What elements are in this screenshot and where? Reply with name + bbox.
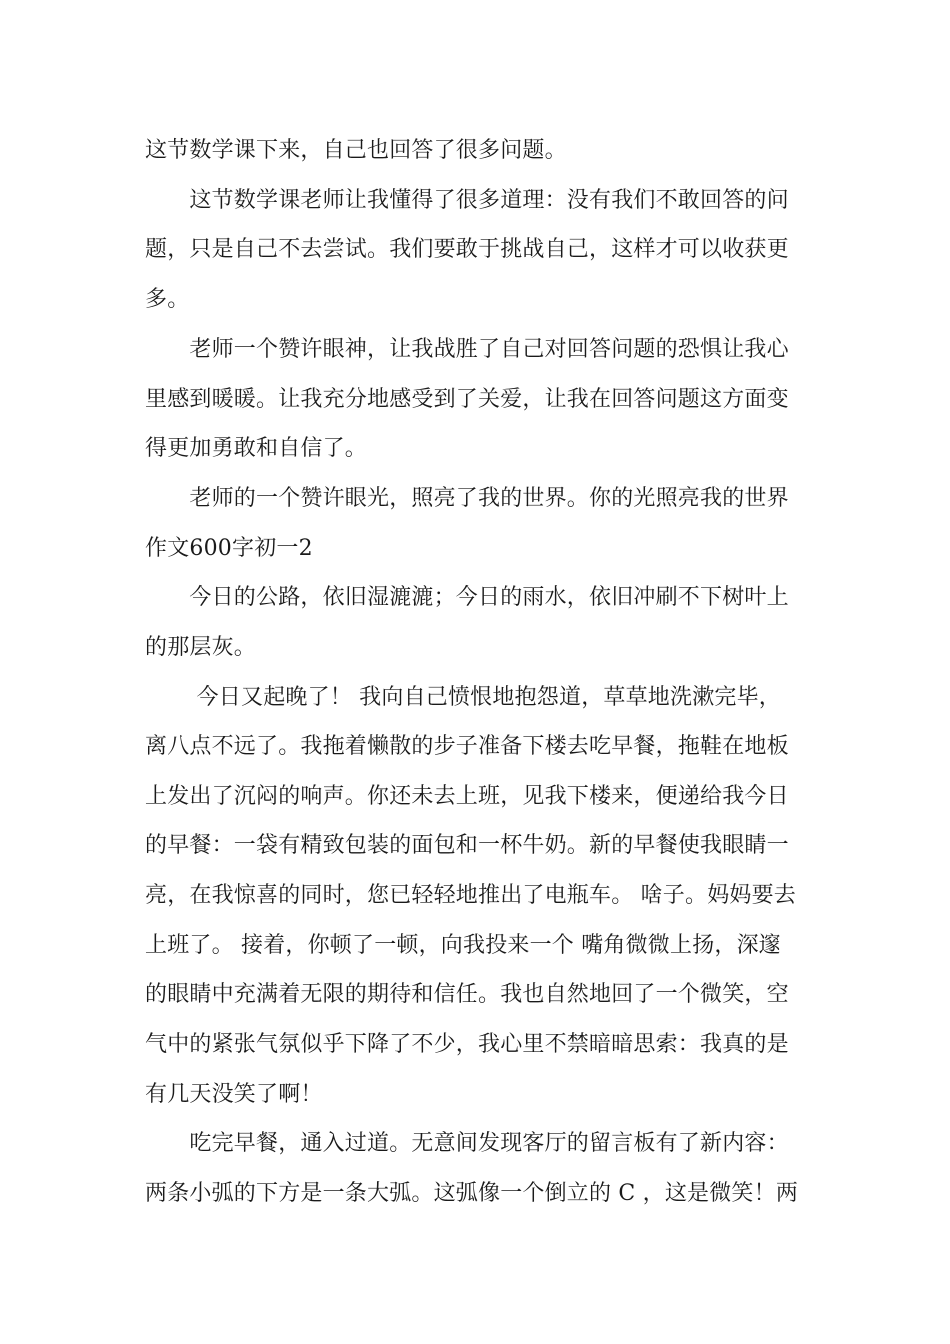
text-line: 多。 [145,287,190,312]
text-line: 亮，在我惊喜的同时，您已轻轻地推出了电瓶车。 啥子。妈妈要去 [145,883,796,908]
text-line: 得更加勇敢和自信了。 [145,436,368,461]
text-line: 上班了。 接着，你顿了一顿，向我投来一个 嘴角微微上扬，深邃 [145,933,781,958]
text-line: 有几天没笑了啊！ [145,1082,323,1107]
text-line: 今日又起晚了！ 我向自己愤恨地抱怨道，草草地洗漱完毕， [145,685,781,710]
text-line: 这节数学课下来，自己也回答了很多问题。 [145,138,567,163]
text-line: 的那层灰。 [145,635,257,660]
text-line: 气中的紧张气氛似乎下降了不少，我心里不禁暗暗思索：我真的是 [145,1032,789,1057]
text-line: 题，只是自己不去尝试。我们要敢于挑战自己，这样才可以收获更 [145,237,789,262]
text-line: 作文600字初一2 [145,536,313,561]
text-line: 上发出了沉闷的响声。你还未去上班，见我下楼来，便递给我今日 [145,784,789,809]
text-line: 今日的公路，依旧湿漉漉；今日的雨水，依旧冲刷不下树叶上 [145,585,789,610]
text-line: 的眼睛中充满着无限的期待和信任。我也自然地回了一个微笑，空 [145,982,789,1007]
text-line: 里感到暖暖。让我充分地感受到了关爱，让我在回答问题这方面变 [145,387,789,412]
text-line: 的早餐：一袋有精致包装的面包和一杯牛奶。新的早餐使我眼睛一 [145,833,789,858]
text-line: 老师一个赞许眼神，让我战胜了自己对回答问题的恐惧让我心 [145,337,789,362]
text-line: 两条小弧的下方是一条大弧。这弧像一个倒立的 C ，这是微笑！两 [145,1181,799,1206]
text-line: 吃完早餐，通入过道。无意间发现客厅的留言板有了新内容： [145,1131,789,1156]
text-line: 老师的一个赞许眼光，照亮了我的世界。你的光照亮我的世界 [145,486,789,511]
text-line: 这节数学课老师让我懂得了很多道理：没有我们不敢回答的问 [145,188,789,213]
text-line: 离八点不远了。我拖着懒散的步子准备下楼去吃早餐，拖鞋在地板 [145,734,789,759]
